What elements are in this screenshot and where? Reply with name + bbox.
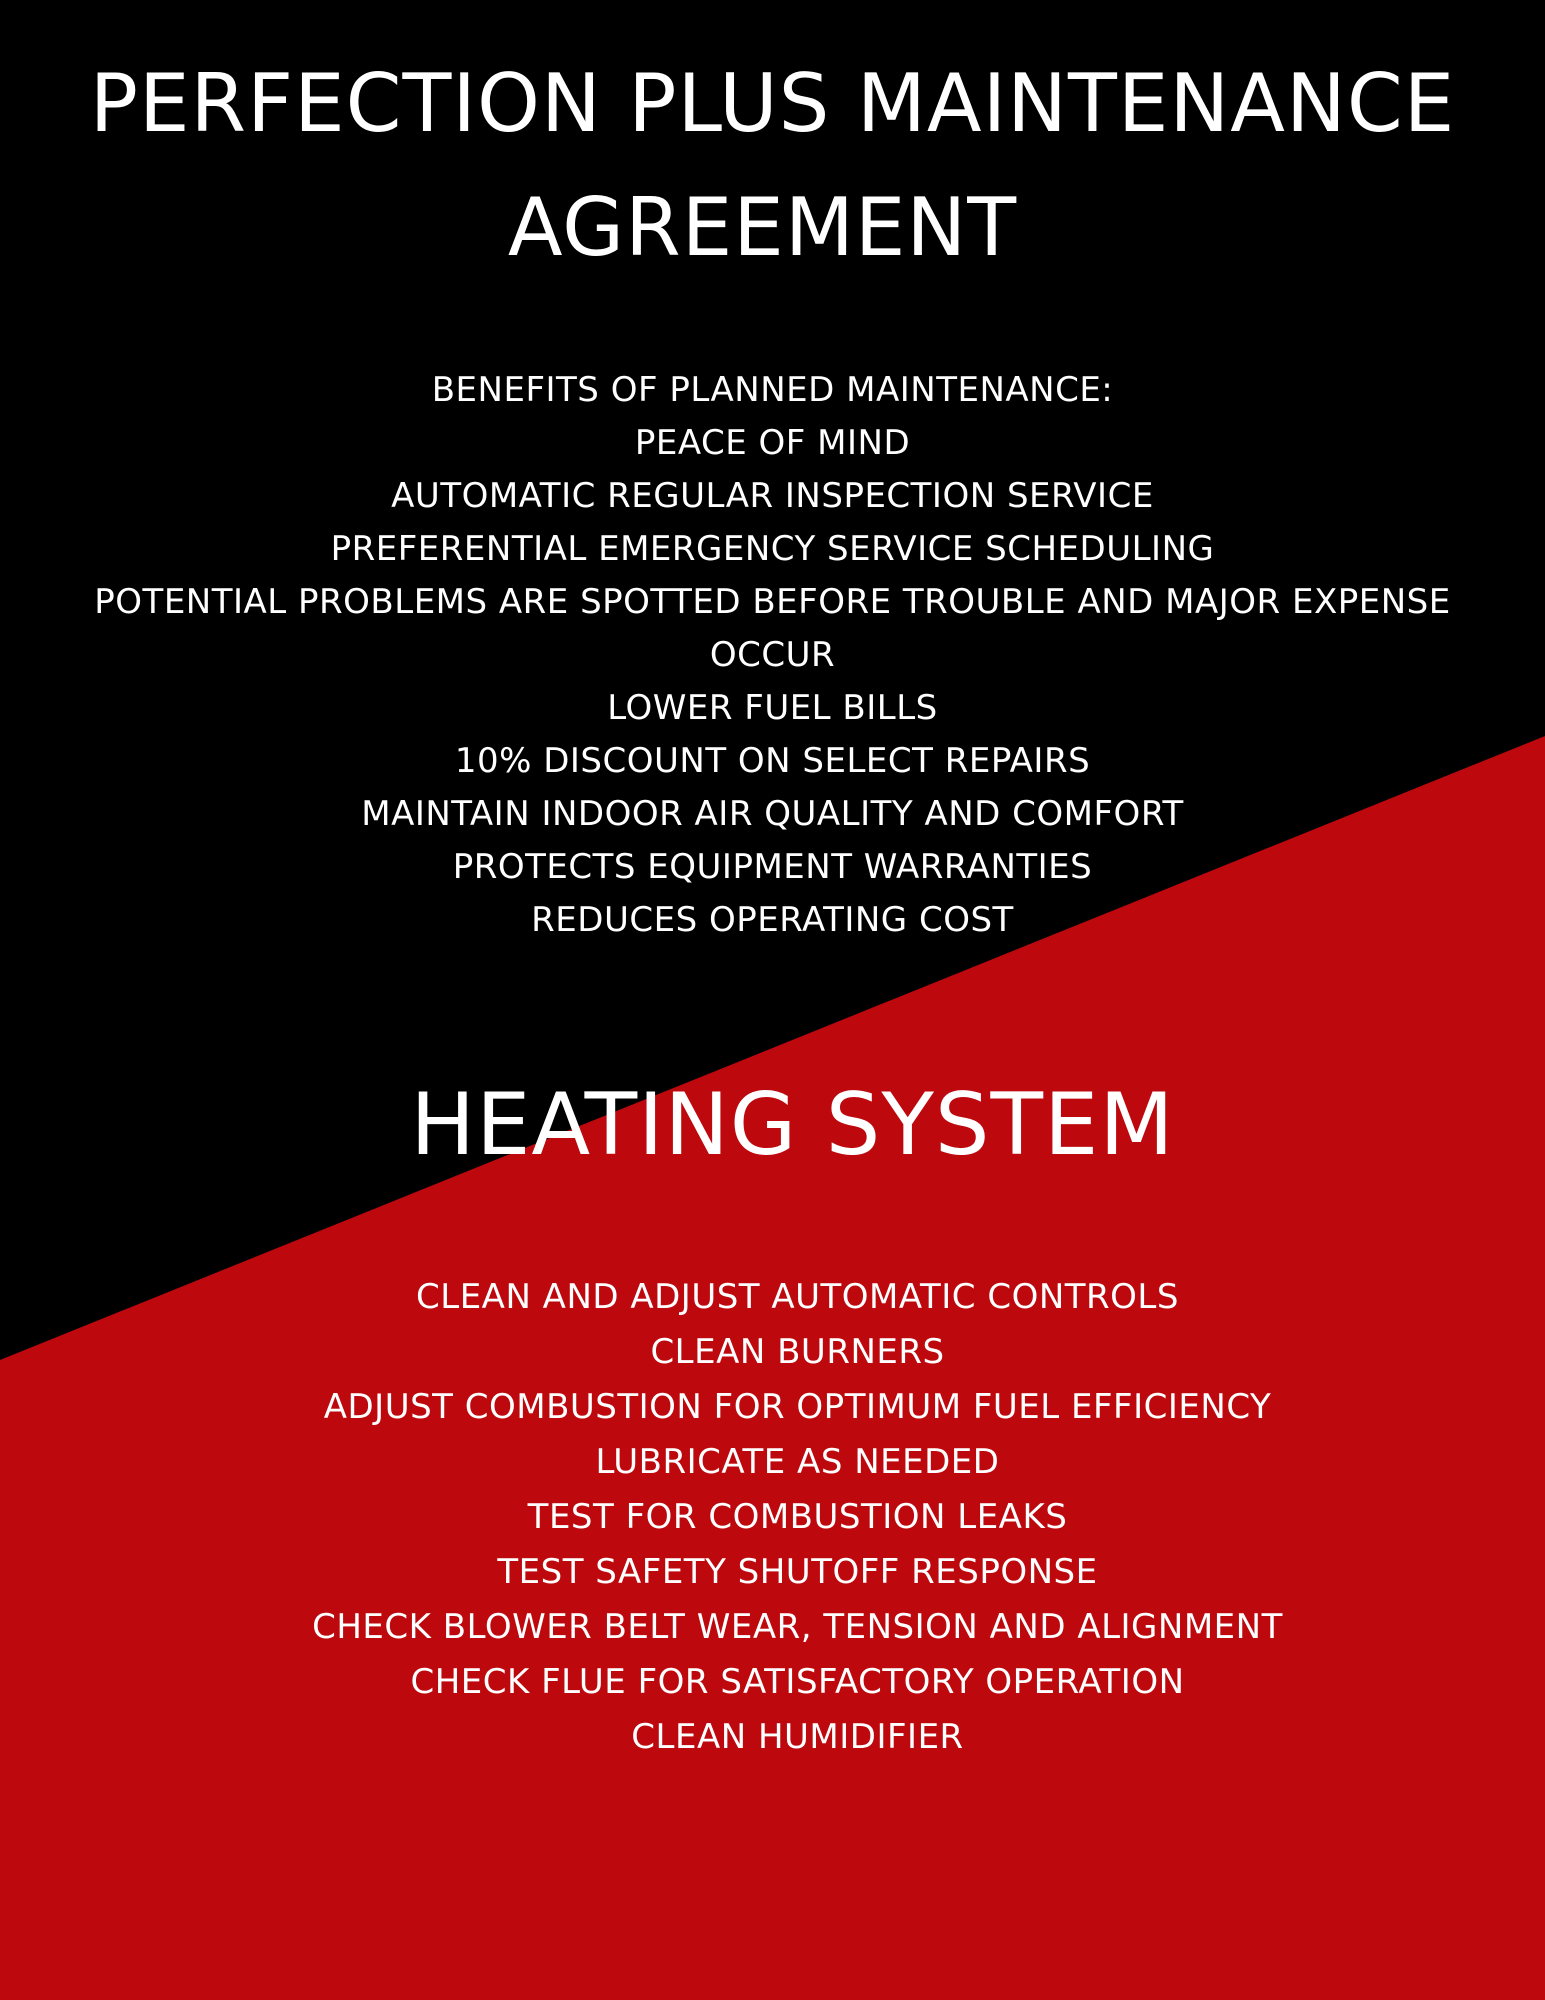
benefit-item: 10% DISCOUNT ON SELECT REPAIRS <box>454 741 1091 781</box>
heating-tasks-list <box>0 1270 1545 1765</box>
agreement-title-line-2: AGREEMENT <box>507 181 1018 274</box>
heating-task-item: CLEAN BURNERS <box>650 1332 945 1372</box>
benefit-item: LOWER FUEL BILLS <box>607 688 938 728</box>
benefit-item: PROTECTS EQUIPMENT WARRANTIES <box>452 847 1093 887</box>
heating-task-item: CLEAN AND ADJUST AUTOMATIC CONTROLS <box>416 1277 1179 1317</box>
heating-task-item: TEST SAFETY SHUTOFF RESPONSE <box>497 1552 1098 1592</box>
heating-task-item: ADJUST COMBUSTION FOR OPTIMUM FUEL EFFICIENCY <box>323 1387 1272 1427</box>
heating-system-title: HEATING SYSTEM <box>410 1075 1175 1175</box>
heating-task-item: TEST FOR COMBUSTION LEAKS <box>527 1497 1068 1537</box>
benefit-item: POTENTIAL PROBLEMS ARE SPOTTED BEFORE TROUBLE AND MAJOR EXPENSE <box>94 582 1451 622</box>
heating-task-item: LUBRICATE AS NEEDED <box>595 1442 1000 1482</box>
agreement-title-line-1: PERFECTION PLUS MAINTENANCE <box>89 57 1456 150</box>
agreement-title <box>0 42 1545 290</box>
benefit-item: PEACE OF MIND <box>634 423 911 463</box>
benefit-item: AUTOMATIC REGULAR INSPECTION SERVICE <box>391 476 1154 516</box>
benefit-item: OCCUR <box>709 635 836 675</box>
benefit-item: MAINTAIN INDOOR AIR QUALITY AND COMFORT <box>361 794 1184 834</box>
benefits-list <box>0 364 1545 947</box>
benefit-item: REDUCES OPERATING COST <box>531 900 1014 940</box>
benefits-heading: BENEFITS OF PLANNED MAINTENANCE: <box>431 370 1114 410</box>
heating-task-item: CLEAN HUMIDIFIER <box>631 1717 964 1757</box>
heating-task-item: CHECK FLUE FOR SATISFACTORY OPERATION <box>410 1662 1185 1702</box>
benefit-item: PREFERENTIAL EMERGENCY SERVICE SCHEDULING <box>330 529 1215 569</box>
heating-task-item: CHECK BLOWER BELT WEAR, TENSION AND ALIGNMENT <box>312 1607 1283 1647</box>
